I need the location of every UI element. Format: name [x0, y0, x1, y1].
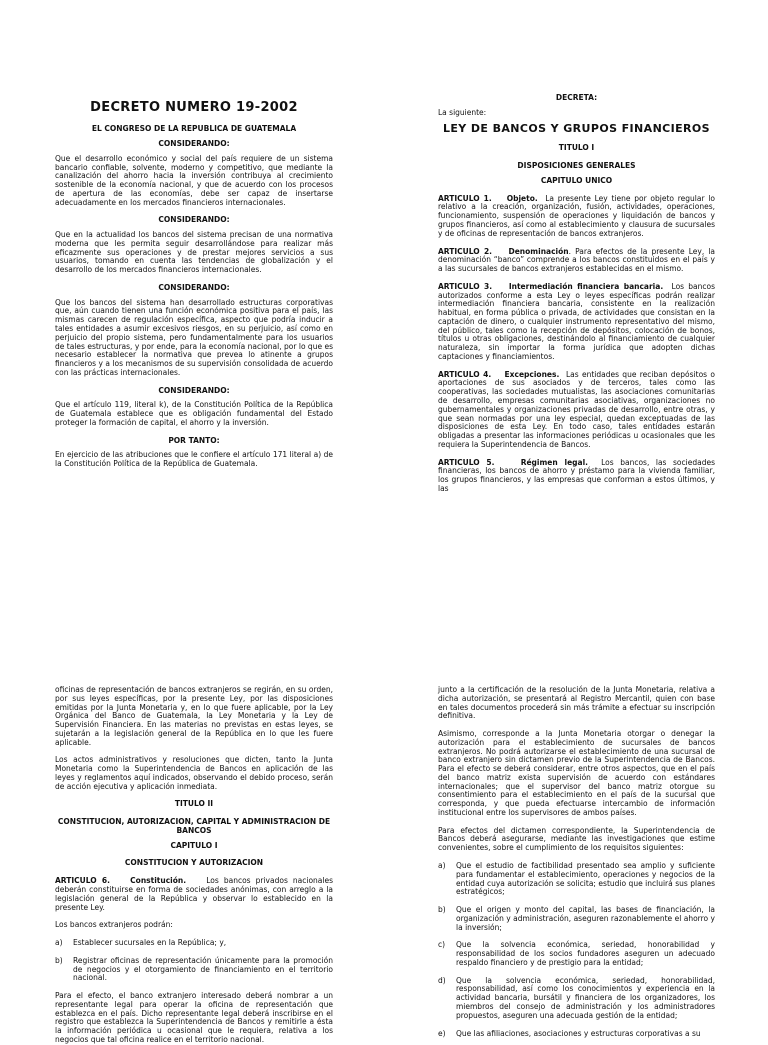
considerando-heading: CONSIDERANDO: — [158, 138, 230, 148]
considerando-heading: CONSIDERANDO: — [158, 282, 230, 292]
considerando-heading: CONSIDERANDO: — [158, 215, 230, 225]
article-number: ARTICULO 2. — [438, 246, 493, 256]
page1-column — [55, 100, 333, 500]
page2-column — [438, 94, 715, 502]
la-siguiente-text: La siguiente: — [438, 107, 487, 117]
article-text: Los bancos, las sociedades financieras, los bancos de ahorro y préstamo para la vivienda familiar, los grupos financieros, y las empresas que conforman a estos últimos, y las — [438, 457, 715, 493]
list-marker: b) — [55, 955, 63, 965]
law-title: LEY DE BANCOS Y GRUPOS FINANCIEROS — [442, 121, 711, 135]
list-item — [438, 1030, 715, 1039]
titulo-heading: TITULO I — [558, 143, 595, 153]
extranjeros-intro: Los bancos extranjeros podrán: — [55, 920, 173, 930]
list-text: Que el estudio de factibilidad presentado sea amplio y suficiente para fundamentar el establecimiento, operaciones y negocios de la entidad cuya autorización se solicita; estudio que incluirá sus planes estratégicos; — [456, 861, 715, 897]
article-number: ARTICULO 6. — [55, 876, 110, 886]
article-text: Los bancos autorizados conforme a esta Ley o leyes específicas podrán realizar intermediación financiera bancaria, consistente en la realización habitual, en forma pública o privada, de actividades que consistan en la captación de dinero, o cualquier instrumento representativo del mismo, del público, tales como la recepción de depósitos, colocación de bonos, títulos u otras obligaciones, destinándolo al financiamiento de cualquier naturaleza, sin importar la forma jurídica que adopten dichas captaciones y financiamientos. — [438, 281, 715, 361]
article-name: Intermediación financiera bancaria. — [508, 281, 664, 291]
article-text: Los bancos privados nacionales deberán constituirse en forma de sociedades anónimas, con arreglo a la legislación general de la República y observar lo establecido en la presente Ley. — [55, 876, 333, 912]
article-number: ARTICULO 3. — [438, 281, 493, 291]
list-marker: d) — [438, 975, 446, 985]
article-text: Las entidades que reciban depósitos o aportaciones de sus asociados y de terceros, tales como las cooperativas, las sociedades mutualistas, las asociaciones comunitarias de desarrollo, empresas comunitarias asociativas, organizaciones no gubernamentales y organizaciones privadas de desarrollo, entre otras, y que sean normadas por una ley especial, quedan exceptuadas de las disposiciones de esta Ley. En todo caso, tales entidades estarán obligadas a presentar las informaciones periódicas u ocasionales que les requiera la Superintendencia de Bancos. — [438, 369, 715, 449]
considerando-paragraph: Que en la actualidad los bancos del sistema precisan de una normativa moderna que les permita seguir desarrollándose para realizar más eficazmente sus operaciones y de prestar mejores servicios a sus usuarios, tomando en cuenta las tendencias de globalización y el desarrollo de los mercados financieros internacionales. — [55, 230, 333, 275]
article-number: ARTICULO 5. — [438, 457, 495, 467]
page3-column — [55, 685, 333, 1044]
list-marker: a) — [55, 938, 63, 948]
considerando-paragraph: Que el artículo 119, literal k), de la Constitución Política de la República de Guatemala establece que es obligación fundamental del Estado proteger la formación de capital, el ahorro y la inversión. — [55, 400, 333, 427]
list-item — [438, 941, 715, 967]
capitulo-name: CONSTITUCION Y AUTORIZACION — [124, 858, 264, 868]
article-name: Constitución. — [130, 876, 187, 886]
list-marker: b) — [438, 905, 446, 915]
decree-title: DECRETO NUMERO 19-2002 — [90, 100, 298, 115]
page4-column — [438, 685, 715, 1038]
decree-subtitle: EL CONGRESO DE LA REPUBLICA DE GUATEMALA — [91, 124, 297, 134]
list-text: Registrar oficinas de representación únicamente para la promoción de negocios y el otorgamiento de financiamiento en el territorio nacional. — [73, 955, 333, 983]
list-text: Que las afiliaciones, asociaciones y estructuras corporativas a su — [456, 1028, 701, 1038]
efecto-paragraph: Para el efecto, el banco extranjero interesado deberá nombrar a un representante legal para operar la oficina de representación que establezca en el país. Dicho representante legal deberá inscribirse en el registro que establezca la Superintendencia de Bancos y remitirle a ésta la información periódica u ocasional que le requiera, relativa a los negocios que tal oficina realice en el territorio nacional. — [55, 991, 333, 1044]
list-item — [55, 939, 333, 948]
list-marker: a) — [438, 861, 446, 871]
considerando-paragraph: Que el desarrollo económico y social del país requiere de un sistema bancario confiable, solvente, moderno y competitivo, que mediante la canalización del ahorro hacia la inversión contribuya al crecimiento sostenible de la economía nacional, y que de acuerdo con los procesos de apertura de las economías, debe ser capaz de insertarse adecuadamente en los mercados financieros internacionales. — [55, 153, 333, 207]
list-text: Que la solvencia económica, seriedad, honorabilidad, responsabilidad, así como los conocimientos y experiencia en la actividad bancaria, bursátil y financiera de los organizadores, los miembros del consejo de administración y los administradores propuestos, aseguren una adecuada gestión de la entidad; — [456, 975, 715, 1020]
article-name: Régimen legal. — [520, 457, 589, 467]
article-name: Excepciones. — [504, 369, 560, 379]
list-marker: c) — [438, 940, 446, 950]
article-text: . Para efectos de la presente Ley, la denominación “banco” comprende a los bancos constituidos en el país y a las sucursales de bancos extranjeros establecidas en el mismo. — [438, 246, 715, 274]
dictamen-paragraph: Para efectos del dictamen correspondiente, la Superintendencia de Bancos deberá asegurarse, mediante las investigaciones que estime convenientes, sobre el cumplimiento de los requisitos siguientes: — [438, 825, 715, 853]
capitulo-heading: CAPITULO I — [170, 840, 218, 850]
list-text: Que la solvencia económica, seriedad, honorabilidad y responsabilidad de los socios fundadores aseguren un adecuado respaldo financiero y de prestigio para la entidad; — [456, 940, 715, 967]
titulo-heading: TITULO II — [174, 799, 214, 809]
article-paragraph — [438, 459, 715, 494]
actos-paragraph: Los actos administrativos y resoluciones que dicten, tanto la Junta Monetaria como la Superintendencia de Bancos en aplicación de las leyes y reglamentos aquí indicados, observando el debido proceso, serán de acción ejecutiva y aplicación inmediata. — [55, 755, 333, 791]
list-item — [438, 906, 715, 932]
article-paragraph — [438, 195, 715, 239]
considerando-paragraph: Que los bancos del sistema han desarrollado estructuras corporativas que, aún cuando tienen una función económica positiva para el país, las mismas carecen de regulación específica, aspecto que podría inducir a tales entidades a asumir excesivos riesgos, en su perjuicio, así como en perjuicio del propio sistema, pero fundamentalmente para los usuarios de tales estructuras, y por ende, para la economía nacional, por lo que es necesario establecer la normativa que prevea lo atinente a grupos financieros y a los mecanismos de su supervisión consolidada de acuerdo con las prácticas internacionales. — [55, 297, 333, 377]
article-name: Objeto. — [506, 193, 538, 203]
considerando-heading: CONSIDERANDO: — [158, 385, 230, 395]
article-paragraph — [55, 877, 333, 912]
article-text: La presente Ley tiene por objeto regular lo relativo a la creación, organización, fusión, actividades, operaciones, funcionamiento, suspensión de operaciones y liquidación de bancos y grupos financieros, así como al establecimiento y clausura de sucursales y de oficinas de representación de bancos extranjeros. — [438, 193, 715, 238]
article-name: Denominación — [508, 246, 569, 256]
capitulo-heading: CAPITULO UNICO — [540, 175, 613, 185]
por-tanto-heading: POR TANTO: — [168, 435, 220, 445]
list-marker: e) — [438, 1028, 446, 1038]
por-tanto-paragraph: En ejercicio de las atribuciones que le confiere el artículo 171 literal a) de la Constitución Política de la República de Guatemala. — [55, 450, 333, 469]
list-text: Establecer sucursales en la República; y, — [73, 938, 227, 948]
list-text: Que el origen y monto del capital, las bases de financiación, la organización y administración, aseguren razonablemente el ahorro y la inversión; — [456, 905, 715, 932]
list-item — [438, 977, 715, 1021]
article-paragraph — [438, 248, 715, 274]
article-number: ARTICULO 4. — [438, 369, 492, 379]
titulo-name: CONSTITUCION, AUTORIZACION, CAPITAL Y ADMINISTRACION DE BANCOS — [57, 817, 331, 835]
article-paragraph — [438, 371, 715, 450]
list-item — [438, 862, 715, 897]
asimismo-paragraph: Asimismo, corresponde a la Junta Monetaria otorgar o denegar la autorización para el establecimiento de sucursales de bancos extranjeros. No podrá autorizarse el establecimiento de una sucursal de banco extranjero sin dictamen previo de la Superintendencia de Bancos. Para el efecto se deberá considerar, entre otros aspectos, que en el país del banco matriz exista supervisión de acuerdo con estándares internacionales; que el supervisor del banco matriz otorgue su consentimiento para el establecimiento en el país de la sucursal que corresponda, y que pueda efectuarse intercambio de información institucional entre los supervisores de ambos países. — [438, 729, 715, 817]
regimen-continuation: oficinas de representación de bancos extranjeros se regirán, en su orden, por sus leyes específicas, por la presente Ley, por las disposiciones emitidas por la Junta Monetaria y, en lo que fuere aplicable, por la Ley Orgánica del Banco de Guatemala, la Ley Monetaria y la Ley de Supervisión Financiera. En las materias no previstas en estas leyes, se sujetarán a la legislación general de la República en lo que les fuere aplicable. — [55, 685, 333, 747]
article-number: ARTICULO 1. — [438, 193, 492, 203]
junta-continuation: junto a la certificación de la resolución de la Junta Monetaria, relativa a dicha autorización, se presentará al Registro Mercantil, quien con base en tales documentos procederá sin más trámite a efectuar su inscripción definitiva. — [438, 685, 715, 721]
list-item — [55, 957, 333, 983]
decreta-heading: DECRETA: — [555, 93, 598, 102]
titulo-name: DISPOSICIONES GENERALES — [517, 161, 636, 171]
article-paragraph — [438, 283, 715, 362]
